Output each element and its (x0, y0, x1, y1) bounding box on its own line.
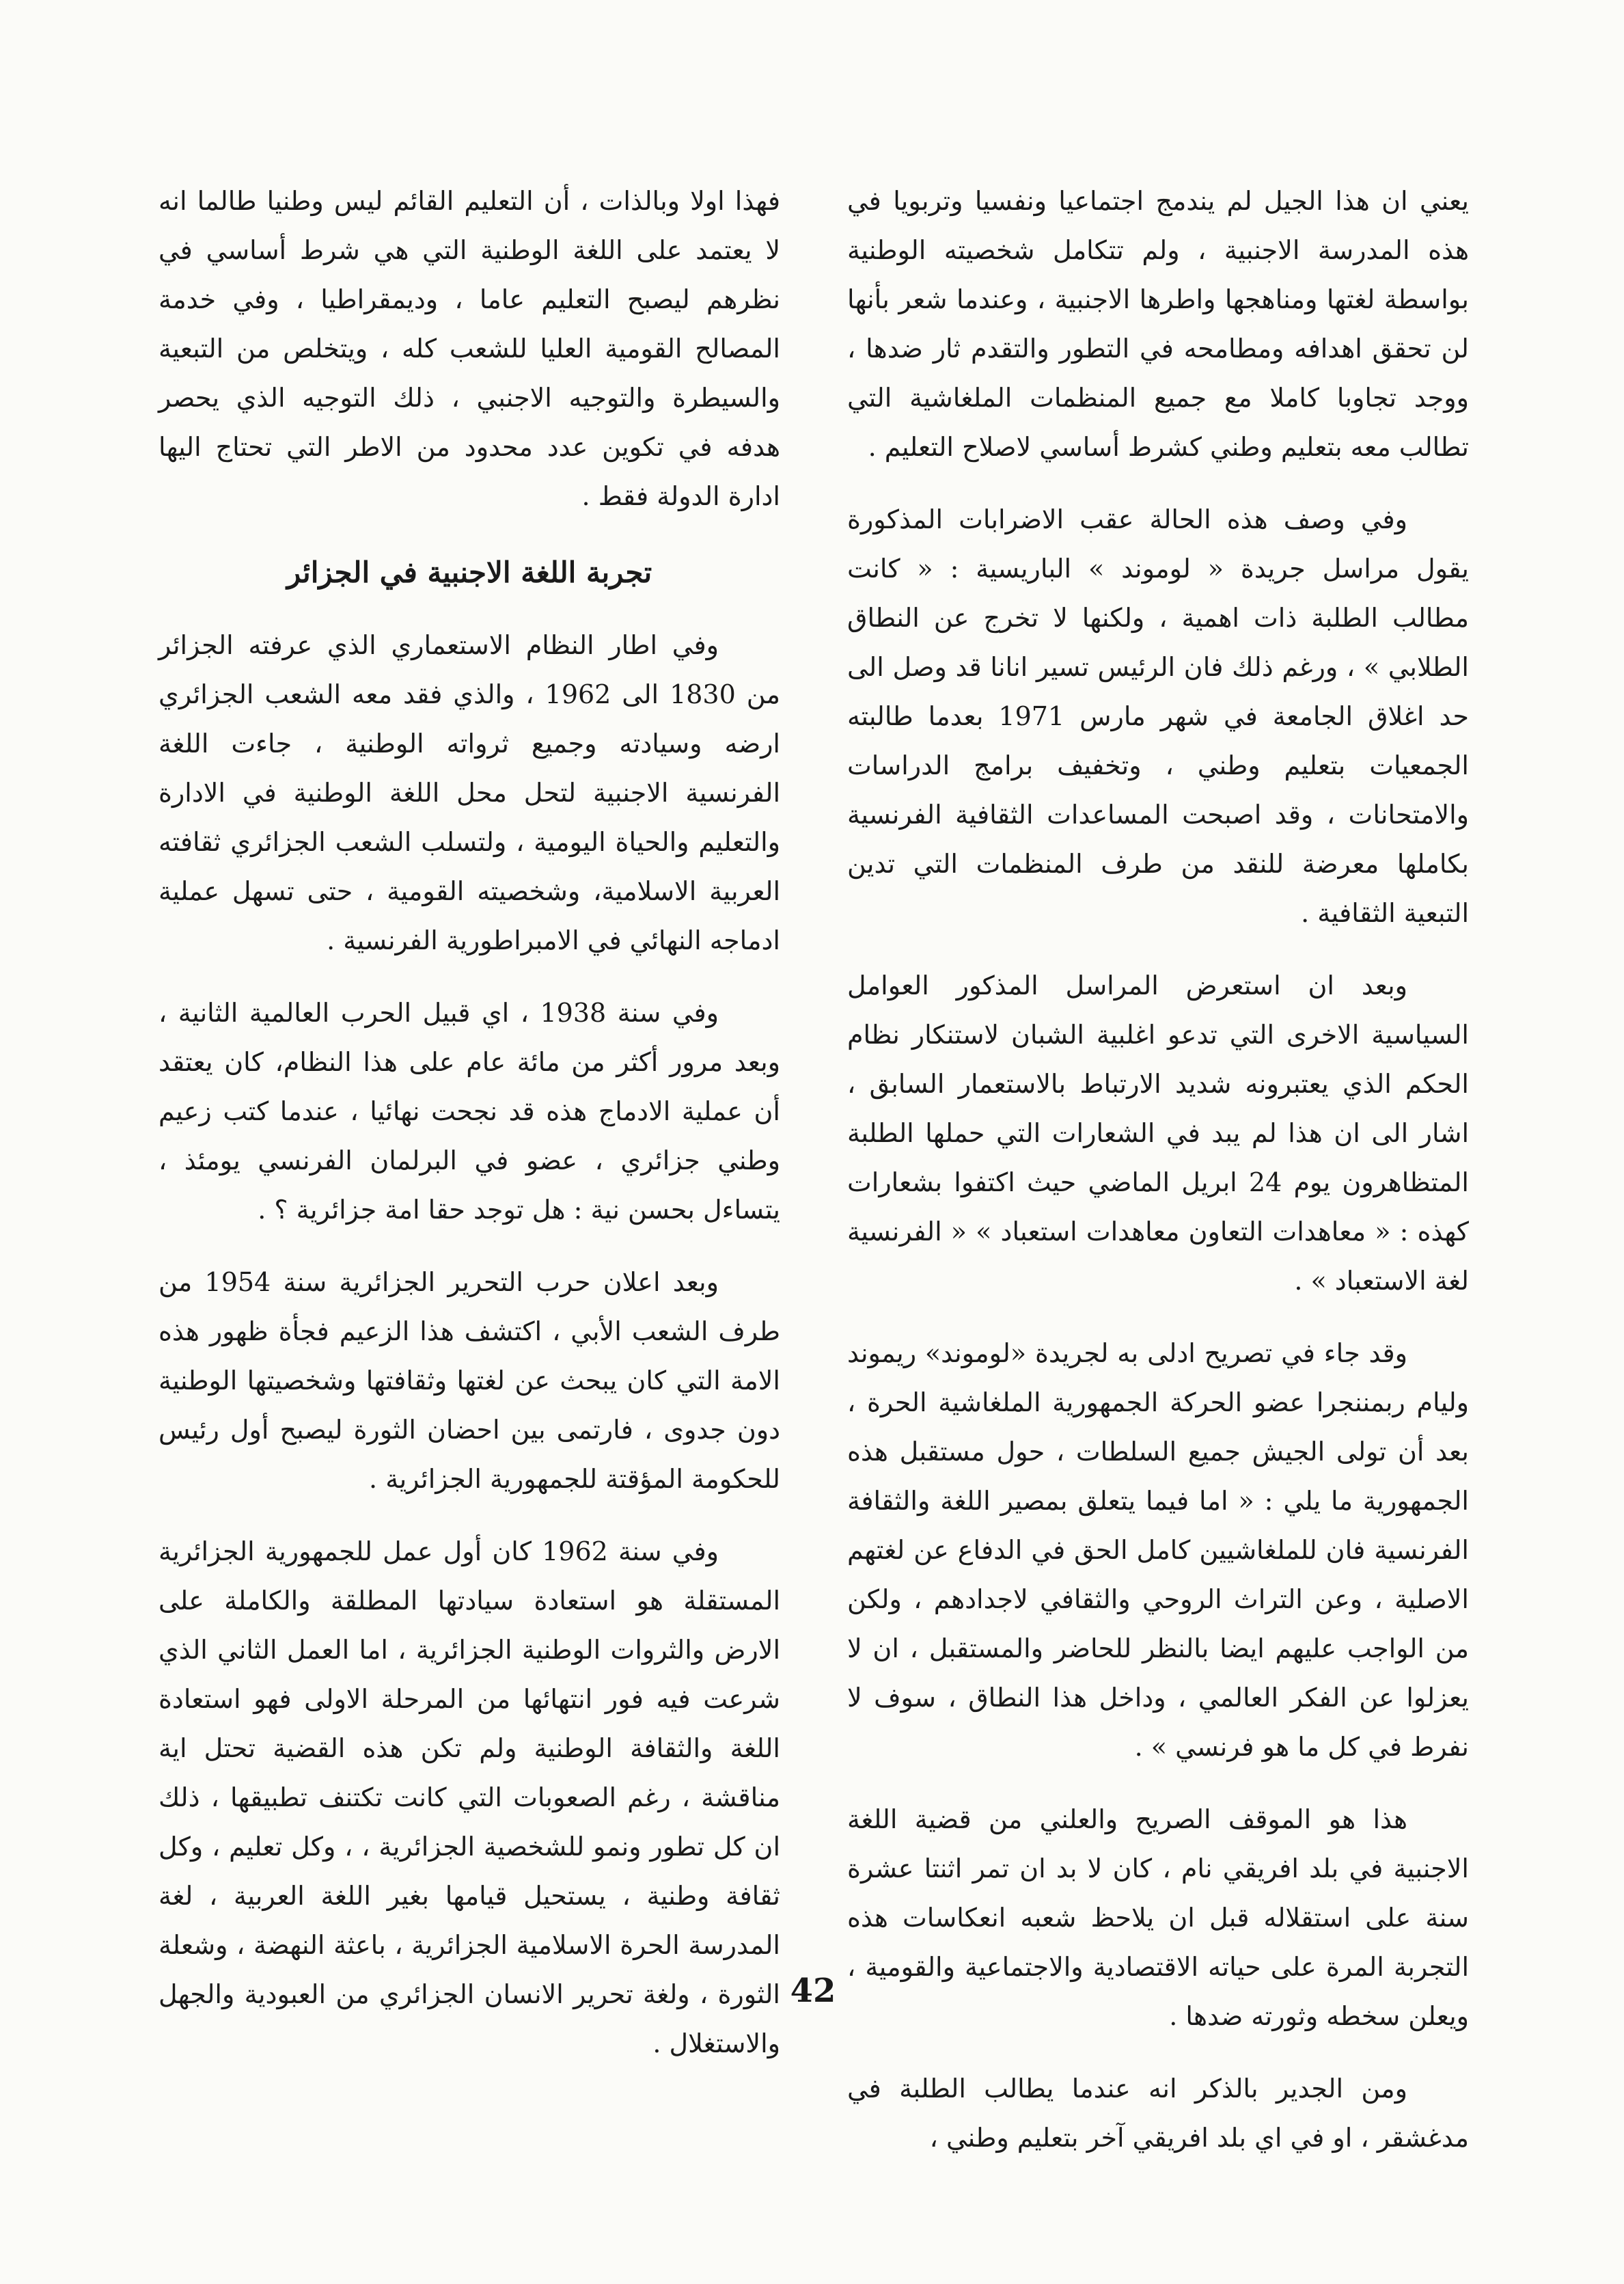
paragraph: وفي وصف هذه الحالة عقب الاضرابات المذكورة يقول مراسل جريدة « لوموند » الباريسية : « كانت مطالب الطلبة ذات اهمية ، ولكنها لا تخرج عن النطاق الطلابي » ، ورغم ذلك فان الرئيس تسير انانا قد وصل الى حد اغلاق الجامعة في شهر مارس 1971 بعدما طالبته الجمعيات بتعليم وطني ، وتخفيف برامج الدراسات والامتحانات ، وقد اصبحت المساعدات الثقافية الفرنسية بكاملها معرضة للنقد من طرف المنظمات التي تدين التبعية الثقافية . (847, 504, 1469, 928)
paragraph: يعني ان هذا الجيل لم يندمج اجتماعيا ونفسيا وتربويا في هذه المدرسة الاجنبية ، ولم تتكامل شخصيته الوطنية بواسطة لغتها ومناهجها واطرها الاجنبية ، وعندما شعر بأنها لن تحقق اهدافه ومطامحه في التطور والتقدم ثار ضدها ، ووجد تجاوبا كاملا مع جميع المنظمات الملغاشية التي تطالب معه بتعليم وطني كشرط أساسي لاصلاح التعليم . (847, 186, 1469, 462)
right-column (847, 176, 1469, 2186)
page-number: 42 (790, 1972, 836, 2010)
paragraph: وفي سنة 1962 كان أول عمل للجمهورية الجزائرية المستقلة هو استعادة سيادتها المطلقة والكاملة على الارض والثروات الوطنية الجزائرية ، اما العمل الثاني الذي شرعت فيه فور انتهائها من المرحلة الاولى فهو استعادة اللغة والثقافة الوطنية ولم تكن هذه القضية تحتل اية مناقشة ، رغم الصعوبات التي كانت تكتنف تطبيقها ، ذلك ان كل تطور ونمو للشخصية الجزائرية ، ، وكل تعليم ، وكل ثقافة وطنية ، يستحيل قيامها بغير اللغة العربية ، لغة المدرسة الحرة الاسلامية الجزائرية ، باعثة النهضة ، وشعلة الثورة ، ولغة تحرير الانسان الجزائري من العبودية والجهل والاستغلال . (159, 1536, 780, 2058)
section-heading: تجربة اللغة الاجنبية في الجزائر (286, 556, 652, 589)
paragraph: وفي اطار النظام الاستعماري الذي عرفته الجزائر من 1830 الى 1962 ، والذي فقد معه الشعب الجزائري ارضه وسيادته وجميع ثرواته الوطنية ، جاءت اللغة الفرنسية الاجنبية لتحل محل اللغة الوطنية في الادارة والتعليم والحياة اليومية ، ولتسلب الشعب الجزائري ثقافته العربية الاسلامية، وشخصيته القومية ، حتى تسهل عملية ادماجه النهائي في الامبراطورية الفرنسية . (159, 630, 781, 955)
paragraph: وفي سنة 1938 ، اي قبيل الحرب العالمية الثانية ، وبعد مرور أكثر من مائة عام على هذا النظام، كان يعتقد أن عملية الادماج هذه قد نجحت نهائيا ، عندما كتب زعيم وطني جزائري ، عضو في البرلمان الفرنسي يومئذ ، يتساءل بحسن نية : هل توجد حقا امة جزائرية ؟ . (159, 998, 780, 1225)
paragraph: وقد جاء في تصريح ادلى به لجريدة «لوموند» ريموند وليام ربمننجرا عضو الحركة الجمهورية الملغاشية الحرة ، بعد أن تولى الجيش جميع السلطات ، حول مستقبل هذه الجمهورية ما يلي : « اما فيما يتعلق بمصير اللغة والثقافة الفرنسية فان للملغاشيين كامل الحق في الدفاع عن لغتهم الاصلية ، وعن التراث الروحي والثقافي لاجدادهم ، ولكن من الواجب عليهم ايضا بالنظر للحاضر والمستقبل ، ان لا يعزلوا عن الفكر العالمي ، وداخل هذا النطاق ، سوف لا نفرط في كل ما هو فرنسي » . (847, 1338, 1469, 1762)
left-column (159, 176, 780, 2091)
paragraph: وبعد ان استعرض المراسل المذكور العوامل السياسية الاخرى التي تدعو اغلبية الشبان لاستنكار نظام الحكم الذي يعتبرونه شديد الارتباط بالاستعمار السابق ، اشار الى ان هذا لم يبد في الشعارات التي حملها الطلبة المتظاهرون يوم 24 ابريل الماضي حيث اكتفوا بشعارات كهذه : « معاهدات التعاون معاهدات استعباد » « الفرنسية لغة الاستعباد » . (847, 970, 1469, 1296)
paragraph: فهذا اولا وبالذات ، أن التعليم القائم ليس وطنيا طالما انه لا يعتمد على اللغة الوطنية التي هي شرط أساسي في نظرهم ليصبح التعليم عاما ، وديمقراطيا ، وفي خدمة المصالح القومية العليا للشعب كله ، ويتخلص من التبعية والسيطرة والتوجيه الاجنبي ، ذلك التوجيه الذي يحصر هدفه في تكوين عدد محدود من الاطر التي تحتاج اليها ادارة الدولة فقط . (159, 186, 780, 511)
paragraph: ومن الجدير بالذكر انه عندما يطالب الطلبة في مدغشقر ، او في اي بلد افريقي آخر بتعليم وطني ، (847, 2074, 1469, 2153)
paragraph: هذا هو الموقف الصريح والعلني من قضية اللغة الاجنبية في بلد افريقي نام ، كان لا بد ان تمر اثنتا عشرة سنة على استقلاله قبل ان يلاحظ شعبه انعكاسات هذه التجربة المرة على حياته الاقتصادية والاجتماعية والقومية ، ويعلن سخطه وثورته ضدها . (847, 1804, 1469, 2031)
paragraph: وبعد اعلان حرب التحرير الجزائرية سنة 1954 من طرف الشعب الأبي ، اكتشف هذا الزعيم فجأة ظهور هذه الامة التي كان يبحث عن لغتها وثقافتها وشخصيتها الوطنية دون جدوى ، فارتمى بين احضان الثورة ليصبح أول رئيس للحكومة المؤقتة للجمهورية الجزائرية . (159, 1267, 781, 1494)
